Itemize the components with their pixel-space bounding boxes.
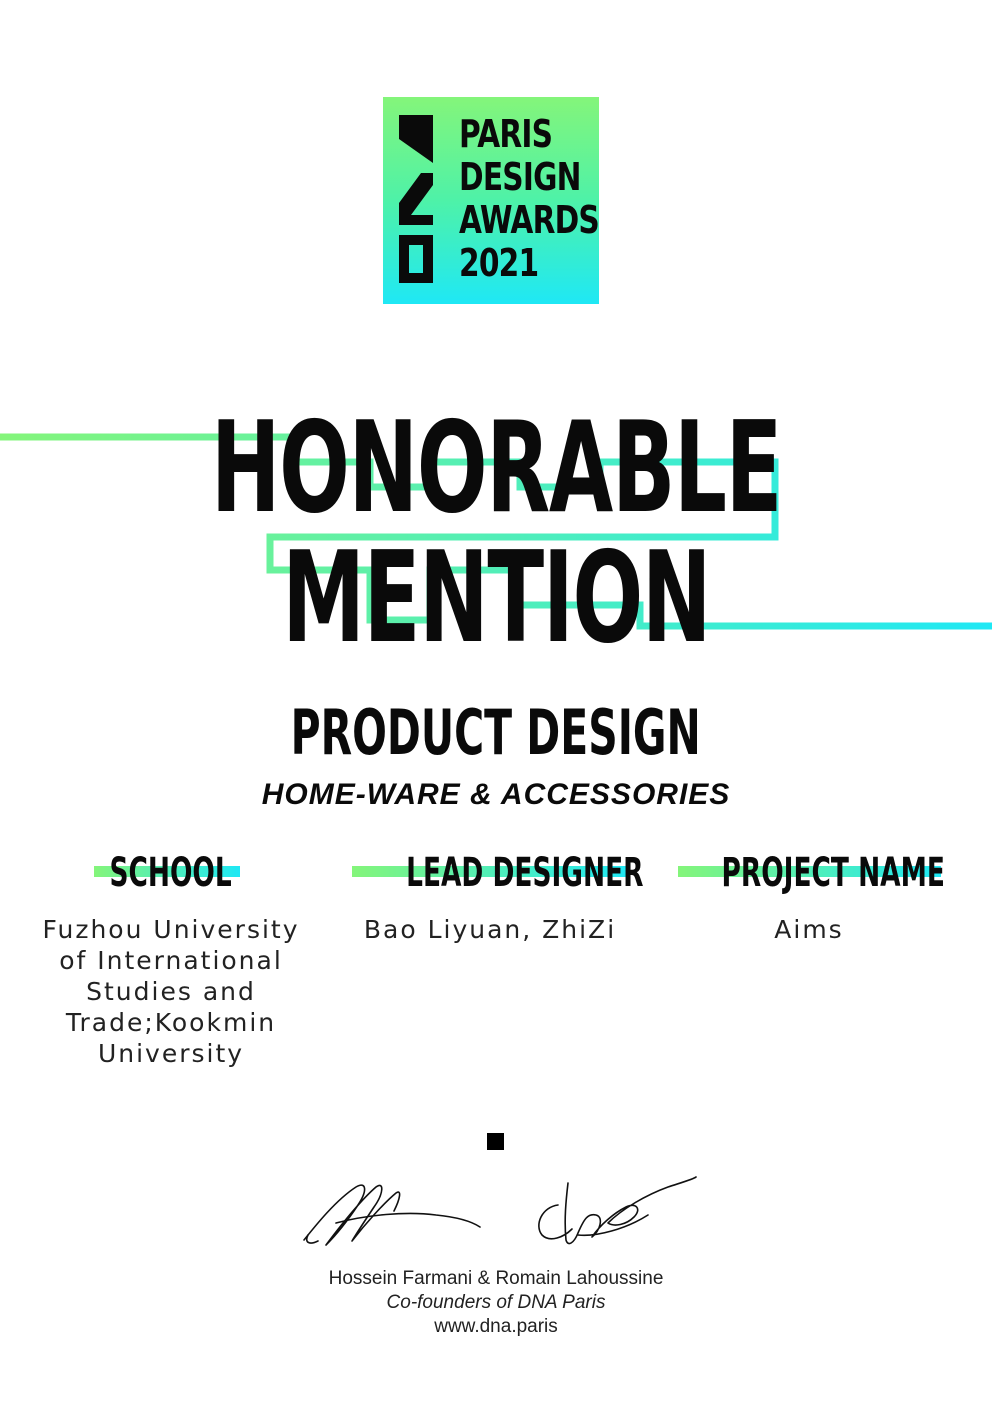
lead-designer-label: LEAD DESIGNER <box>406 850 644 896</box>
lead-designer-heading <box>345 848 644 898</box>
logo-line-paris: PARIS <box>459 112 553 156</box>
lead-designer-column <box>345 848 644 945</box>
lead-designer-value: Bao Liyuan, ZhiZi <box>363 915 617 944</box>
school-label: SCHOOL <box>109 850 233 896</box>
signatures <box>296 1165 706 1260</box>
school-column <box>26 848 316 1069</box>
project-name-value: Aims <box>774 915 844 944</box>
footer <box>0 1267 992 1339</box>
school-value: Fuzhou University of International Studies and Trade;Kookmin University <box>42 915 300 1068</box>
signature-romain-lahoussine <box>539 1177 696 1244</box>
project-name-label: PROJECT NAME <box>721 850 945 896</box>
website-link[interactable]: www.dna.paris <box>434 1316 558 1337</box>
logo-line-awards: AWARDS <box>459 198 600 242</box>
logo-line-design: DESIGN <box>459 155 581 199</box>
award-title-line1: HONORABLE <box>210 394 782 541</box>
project-name-heading <box>664 848 954 898</box>
school-heading <box>26 848 316 898</box>
logo-line-year: 2021 <box>459 241 539 285</box>
award-title-line2: MENTION <box>282 524 710 671</box>
founders-names: Hossein Farmani & Romain Lahoussine <box>328 1268 664 1289</box>
category-title: PRODUCT DESIGN <box>290 696 702 769</box>
signature-hossein-farmani <box>304 1185 480 1245</box>
subcategory-title: HOME-WARE & ACCESSORIES <box>261 778 731 811</box>
project-name-column <box>664 848 954 945</box>
founders-role: Co-founders of DNA Paris <box>386 1292 606 1313</box>
decorative-square <box>487 1133 504 1150</box>
